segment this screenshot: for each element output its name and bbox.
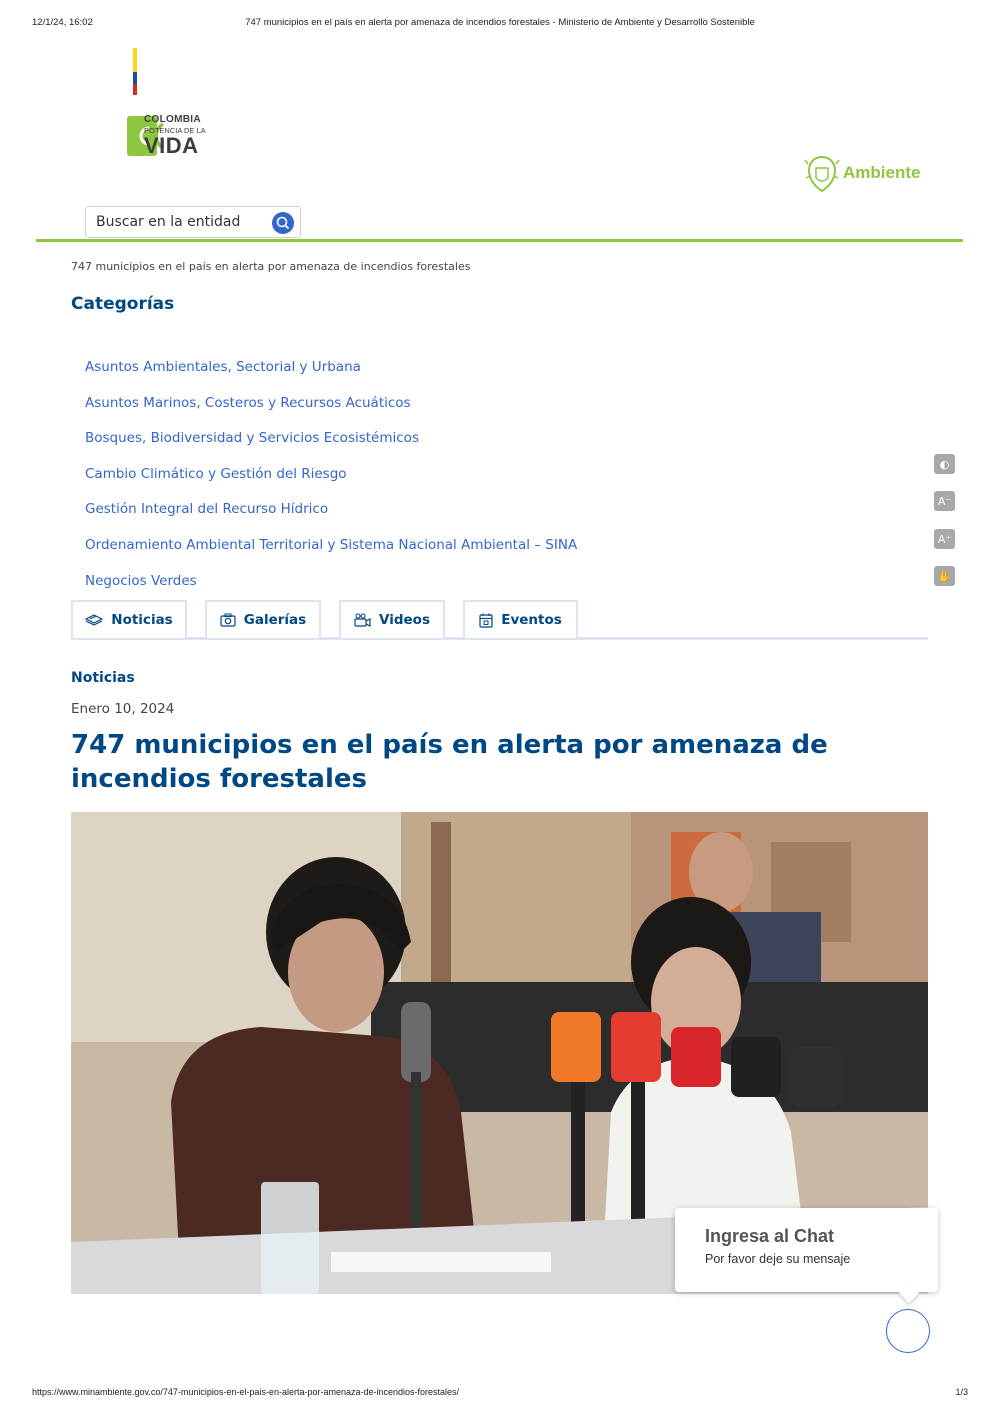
header-divider <box>36 239 963 242</box>
print-datetime: 12/1/24, 16:02 <box>32 17 93 28</box>
category-link[interactable]: Ordenamiento Ambiental Territorial y Sistema Nacional Ambiental – SINA <box>85 536 578 553</box>
video-camera-icon <box>354 613 371 627</box>
categories-title: Categorías <box>71 294 175 314</box>
tab-label: Videos <box>379 612 430 628</box>
tab-noticias[interactable] <box>71 600 187 638</box>
chat-title: Ingresa al Chat <box>705 1226 835 1246</box>
print-url: https://www.minambiente.gov.co/747-municipios-en-el-pais-en-alerta-por-amenaza-de-incendios-forestales/ <box>32 1387 460 1397</box>
categories-list <box>85 359 577 608</box>
logo-line-3: VIDA <box>144 133 199 158</box>
category-link[interactable]: Asuntos Ambientales, Sectorial y Urbana <box>85 359 361 375</box>
search-input[interactable] <box>96 214 266 230</box>
ambiente-shield-icon[interactable] <box>804 154 840 194</box>
colombia-logo-text <box>144 114 206 157</box>
logo-line-2: POTENCIA DE LA <box>144 126 206 135</box>
newspaper-icon <box>85 613 103 627</box>
media-tabs <box>71 600 928 640</box>
chat-launcher-button[interactable] <box>886 1309 930 1353</box>
breadcrumb: 747 municipios en el país en alerta por amenaza de incendios forestales <box>71 260 471 273</box>
calendar-icon <box>479 613 493 628</box>
increase-font-icon[interactable]: A⁺ <box>934 529 955 549</box>
print-page-title: 747 municipios en el país en alerta por amenaza de incendios forestales - Ministerio de Ambiente y Desarrollo Sostenible <box>245 17 755 28</box>
category-link[interactable]: Bosques, Biodiversidad y Servicios Ecosistémicos <box>85 430 419 447</box>
contrast-icon[interactable]: ◐ <box>934 454 955 474</box>
search-icon <box>272 212 294 234</box>
category-link[interactable]: Asuntos Marinos, Costeros y Recursos Acuáticos <box>85 394 411 411</box>
ambiente-label[interactable]: Ambiente <box>843 163 921 182</box>
article-section: Noticias <box>71 670 135 686</box>
tab-label: Galerías <box>243 612 307 628</box>
tab-videos[interactable] <box>339 600 445 638</box>
article-date: Enero 10, 2024 <box>71 701 175 717</box>
article-title: 747 municipios en el país en alerta por amenaza de incendios forestales <box>71 730 828 794</box>
print-page-number: 1/3 <box>955 1387 968 1397</box>
camera-icon <box>220 613 236 627</box>
chat-subtitle: Por favor deje su mensaje <box>705 1252 851 1266</box>
chat-tail <box>899 1283 919 1303</box>
search-button[interactable] <box>272 212 294 234</box>
tab-eventos[interactable] <box>463 600 578 638</box>
category-link[interactable]: Gestión Integral del Recurso Hídrico <box>85 501 329 518</box>
flag-bar <box>133 48 137 95</box>
tab-galerias[interactable] <box>205 600 321 638</box>
logo-line-1: COLOMBIA <box>144 114 201 125</box>
tab-label: Eventos <box>501 612 562 628</box>
tab-label: Noticias <box>111 612 173 628</box>
sign-language-icon[interactable]: ✋ <box>934 566 955 586</box>
decrease-font-icon[interactable]: A⁻ <box>934 491 955 511</box>
category-link[interactable]: Negocios Verdes <box>85 572 197 589</box>
search-box <box>85 206 301 238</box>
category-link[interactable]: Cambio Climático y Gestión del Riesgo <box>85 465 347 482</box>
chat-popup[interactable] <box>675 1208 938 1292</box>
